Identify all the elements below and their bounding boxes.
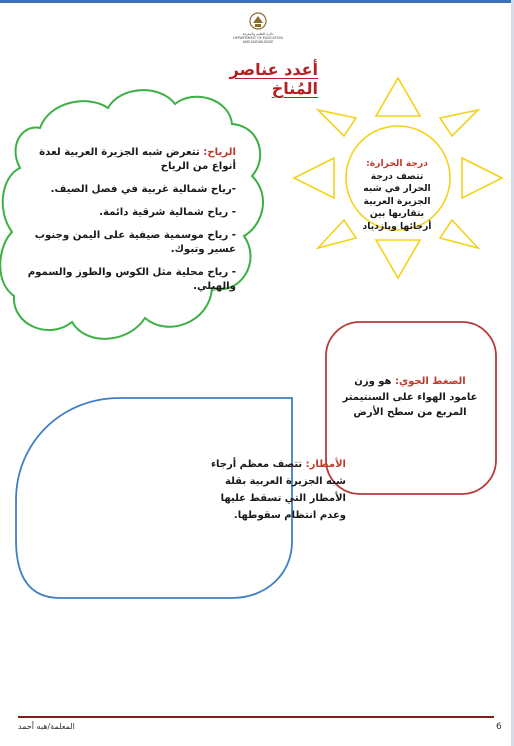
winds-intro	[14, 146, 236, 174]
winds-item: - رياح موسمية صيفية على اليمن وجنوب عسير وتبوك.	[34, 230, 236, 255]
temperature-label: درجة الحرارة:	[366, 158, 428, 169]
logo-text-en-2: AND KNOWLEDGE	[242, 40, 274, 44]
winds-item: -رياح شمالية غربية في فصل الصيف.	[50, 184, 236, 195]
pressure-body: هو وزن عامود الهواء على السنتيمتر المربع من سطح الأرض	[342, 376, 478, 418]
temperature-text	[356, 158, 438, 233]
rain-label: الأمطار:	[305, 459, 346, 470]
winds-intro-text: تتعرض شبه الجزيرة العربية لعدة أنواع من الرياح	[39, 147, 236, 172]
winds-item: - رياح محلية مثل الكوس والطوز والسموم والهيلي.	[27, 267, 236, 292]
winds-item: - رياح شمالية شرقية دائمة.	[99, 207, 236, 218]
footer-divider	[18, 716, 494, 718]
temperature-body: تتصف درجة الحرار في شبه الجزيرة العربية بتقاربها بين أرجائها وبازدياد	[362, 170, 432, 232]
page-number: 6	[496, 722, 502, 732]
rain-text	[206, 456, 346, 524]
logo-text-ar: دائرة التعليم والمعرفة	[242, 32, 274, 36]
pressure-label: الضغط الجوي:	[394, 376, 466, 387]
logo-text-en-1: DEPARTMENT OF EDUCATION	[233, 36, 283, 40]
winds-label: الرياح:	[203, 147, 236, 158]
footer-teacher-name: المعلمة/هبه أحمد	[18, 722, 75, 731]
pressure-text	[340, 374, 480, 421]
winds-text	[14, 146, 236, 303]
page-title: أعدد عناصر المُناخ	[229, 60, 318, 98]
rain-body: تتصف معظم أرجاء شبه الجزيرة العربية بقلة الأمطار التي تسقط عليها وعدم انتظام سقوطها.	[210, 459, 346, 521]
